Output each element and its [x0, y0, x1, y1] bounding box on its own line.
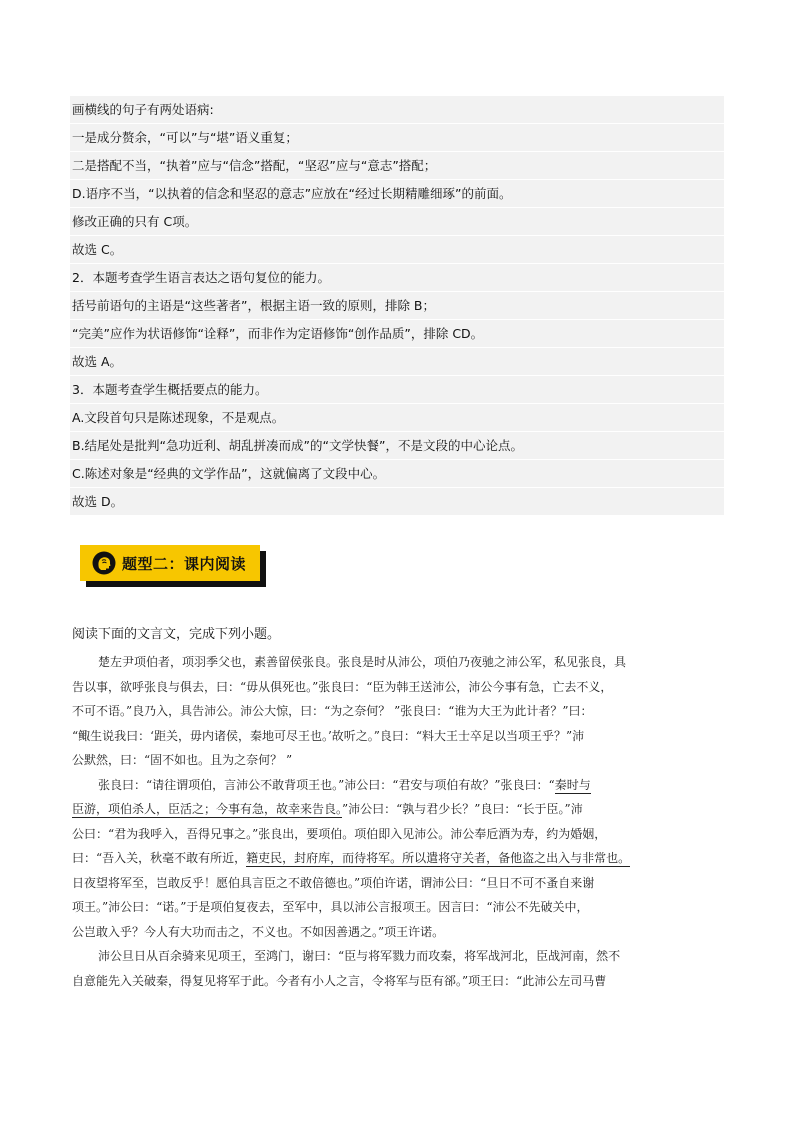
- answer-line: A.文段首句只是陈述现象，不是观点。: [70, 404, 724, 432]
- answer-line: 一是成分赘余，“可以”与“堪”语义重复；: [70, 124, 724, 152]
- passage-line: [72, 773, 734, 798]
- answer-line: 修改正确的只有 C项。: [70, 208, 724, 236]
- answer-line: D.语序不当，“以执着的信念和坚忍的意志”应放在“经过长期精雕细琢”的前面。: [70, 180, 724, 208]
- passage-line: 日夜望将军至，岂敢反乎！愿伯具言臣之不敢倍德也。”项伯许诺，谓沛公曰：“旦日不可不蚤自来谢: [72, 875, 595, 890]
- answer-line: 故选 C。: [70, 236, 724, 264]
- answer-line: 画横线的句子有两处语病:: [70, 96, 724, 124]
- passage-line: 告以事，欲呼张良与俱去，曰：“毋从俱死也。”张良曰：“臣为韩王送沛公，沛公今事有急，亡去不义，: [72, 679, 613, 694]
- passage-text: 曰：“吾入关，秋毫不敢有所近，: [72, 851, 247, 865]
- passage-line: 公默然，曰：“固不如也。且为之奈何？ ”: [72, 753, 293, 767]
- answer-line: 2．本题考查学生语言表达之语句复位的能力。: [70, 264, 724, 292]
- underlined-sentence: 秦时与: [554, 777, 591, 792]
- passage-text: 张良曰：“请往谓项伯，言沛公不敢背项王也。”沛公曰：“君安与项伯有故？”张良曰：“: [98, 777, 555, 792]
- passage-line: 楚左尹项伯者，项羽季父也，素善留侯张良。张良是时从沛公，项伯乃夜驰之沛公军，私见张良，具: [98, 655, 627, 669]
- brain-head-icon: [92, 551, 116, 575]
- section-banner: [80, 545, 266, 587]
- passage-line: 公岂敢入乎？今人有大功而击之，不义也。不如因善遇之。”项王许诺。: [72, 924, 445, 939]
- reading-instruction: 阅读下面的文言文，完成下列小题。: [72, 627, 281, 642]
- answer-line: 括号前语句的主语是“这些著者”，根据主语一致的原则，排除 B；: [70, 292, 724, 320]
- passage-line: “鲰生说我曰：‘距关，毋内诸侯，秦地可尽王也。’故听之。”良曰：“料大王士卒足以当项王乎？”沛: [72, 728, 585, 743]
- passage-text: ”沛公曰：“孰与君少长？”良曰：“长于臣。”沛: [342, 802, 583, 816]
- passage-line: 自意能先入关破秦，得复见将军于此。今者有小人之言，令将军与臣有郤。”项王曰：“此沛公左司马曹: [72, 973, 607, 988]
- answer-line: “完美”应作为状语修饰“诠释”，而非作为定语修饰“创作品质”，排除 CD。: [70, 320, 724, 348]
- answer-line: 二是搭配不当，“执着”应与“信念”搭配，“坚忍”应与“意志”搭配；: [70, 152, 724, 180]
- answer-line: B.结尾处是批判“急功近利、胡乱拼凑而成”的“文学快餐”，不是文段的中心论点。: [70, 432, 724, 460]
- passage-line: 项王。”沛公曰：“诺。”于是项伯复夜去，至军中，具以沛公言报项王。因言曰：“沛公不先破关中，: [72, 900, 589, 914]
- classical-passage: [72, 650, 734, 993]
- passage-line: 公曰：“君为我呼入，吾得兄事之。”张良出，要项伯。项伯即入见沛公。沛公奉卮酒为寿，约为婚姻，: [72, 826, 607, 841]
- section-title: 题型二：课内阅读: [122, 554, 247, 573]
- underlined-sentence: 臣游，项伯杀人，臣活之；今事有急，故幸来告良。: [72, 802, 343, 816]
- passage-line: [72, 797, 734, 822]
- answer-explanation-box: [70, 96, 724, 516]
- answer-line: 3．本题考查学生概括要点的能力。: [70, 376, 724, 404]
- answer-line: C.陈述对象是“经典的文学作品”，这就偏离了文段中心。: [70, 460, 724, 488]
- underlined-sentence: 所以遣将守关者，备他盗之出入与非常也。: [402, 851, 631, 865]
- underlined-phrase: 籍吏民，封府库，而待将军。: [246, 851, 403, 865]
- answer-line: 故选 A。: [70, 348, 724, 376]
- answer-line: 故选 D。: [70, 488, 724, 516]
- passage-line: [72, 846, 734, 871]
- passage-line: 沛公旦日从百余骑来见项王，至鸿门，谢曰：“臣与将军戮力而攻秦，将军战河北，臣战河南，然不: [98, 949, 621, 963]
- banner-face: [80, 545, 260, 581]
- passage-line: 不可不语。”良乃入，具告沛公。沛公大惊，曰：“为之奈何？ ”张良曰：“谁为大王为此计者？”曰：: [72, 704, 593, 718]
